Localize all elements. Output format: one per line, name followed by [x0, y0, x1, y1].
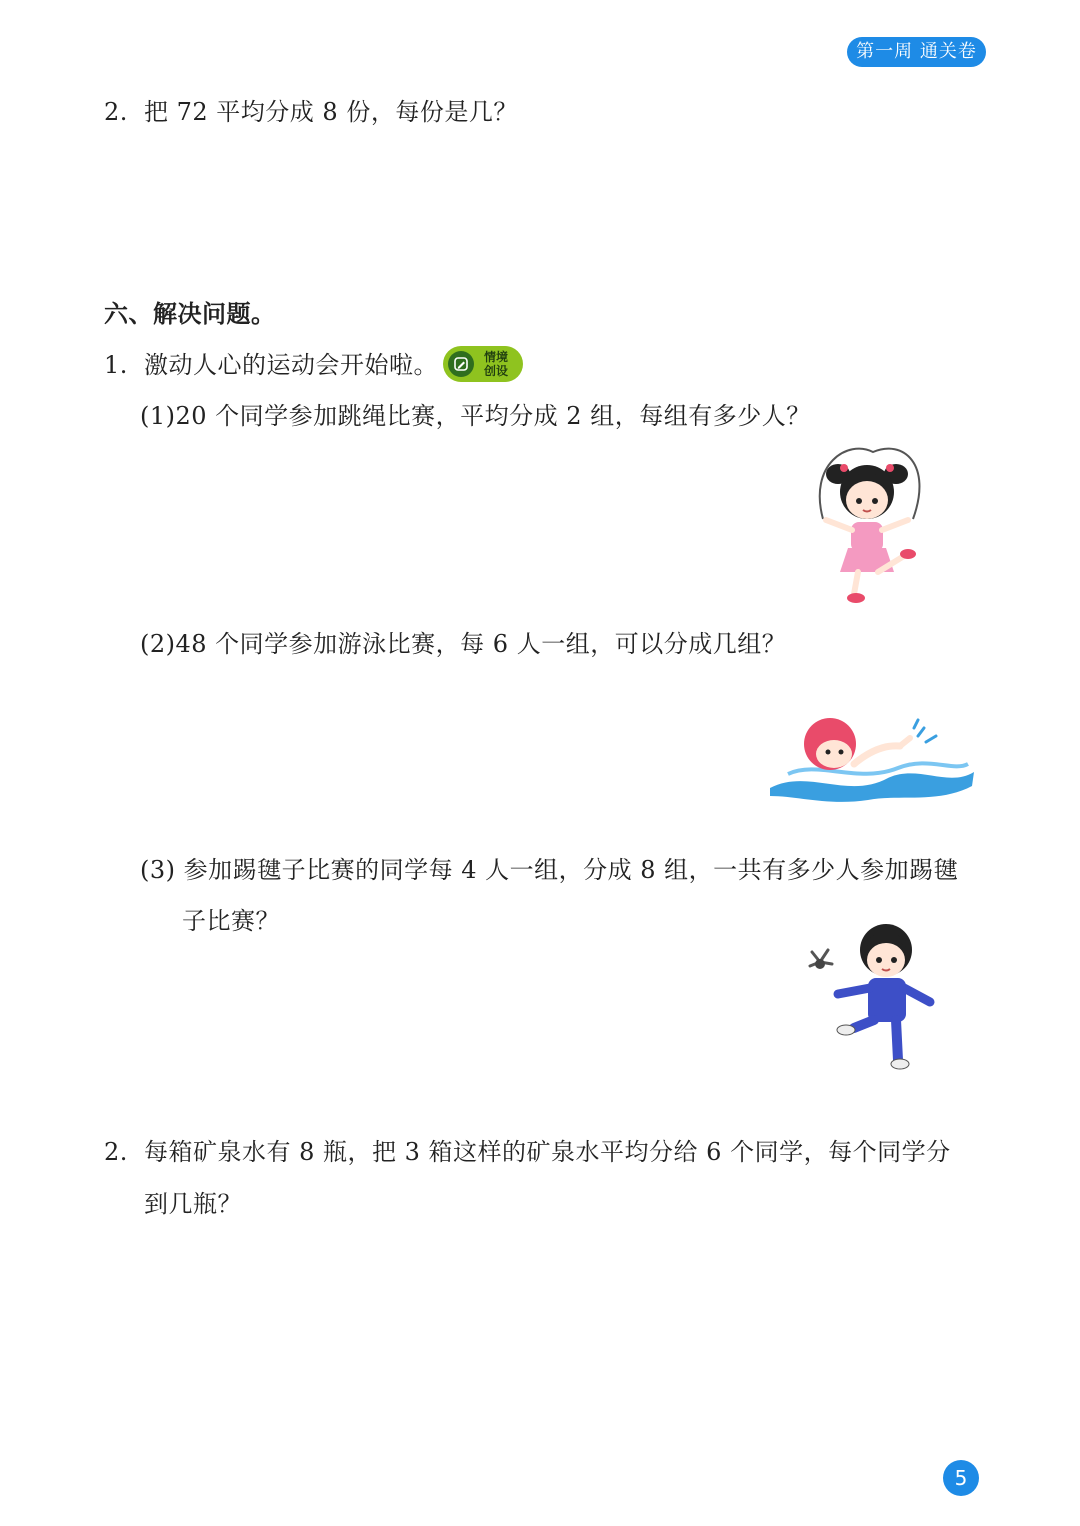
sub-question-2: (2)48 个同学参加游泳比赛，每 6 人一组，可以分成几组？: [140, 630, 787, 658]
sub-question-3-continued: 子比赛？: [182, 907, 280, 935]
question-text: 激动人心的运动会开始啦。: [144, 351, 438, 379]
question-text-continued: 到几瓶？: [144, 1190, 242, 1218]
page-number: 5: [943, 1460, 979, 1496]
scenario-tag-label: 情境 创设: [483, 350, 508, 378]
question-text: 把 72 平均分成 8 份，每份是几？: [144, 98, 518, 126]
question-text: 每箱矿泉水有 8 瓶，把 3 箱这样的矿泉水平均分给 6 个同学，每个同学分: [144, 1138, 951, 1166]
swimmer-illustration: [768, 708, 976, 806]
pencil-icon: [448, 351, 474, 377]
question-number: 2.: [104, 1138, 128, 1166]
shuttlecock-boy-illustration: [802, 922, 940, 1072]
week-badge: 第一周 通关卷: [847, 37, 986, 67]
question-number: 2.: [104, 98, 128, 126]
sub-question-3: (3) 参加踢毽子比赛的同学每 4 人一组，分成 8 组，一共有多少人参加踢毽: [140, 856, 959, 884]
section-title: 六、解决问题。: [104, 300, 276, 328]
sub-question-1: (1)20 个同学参加跳绳比赛，平均分成 2 组，每组有多少人？: [140, 402, 811, 430]
jump-rope-girl-illustration: [808, 444, 933, 606]
shuttlecock-icon: [810, 950, 832, 969]
scenario-tag: [443, 346, 523, 382]
question-number: 1.: [104, 351, 128, 379]
